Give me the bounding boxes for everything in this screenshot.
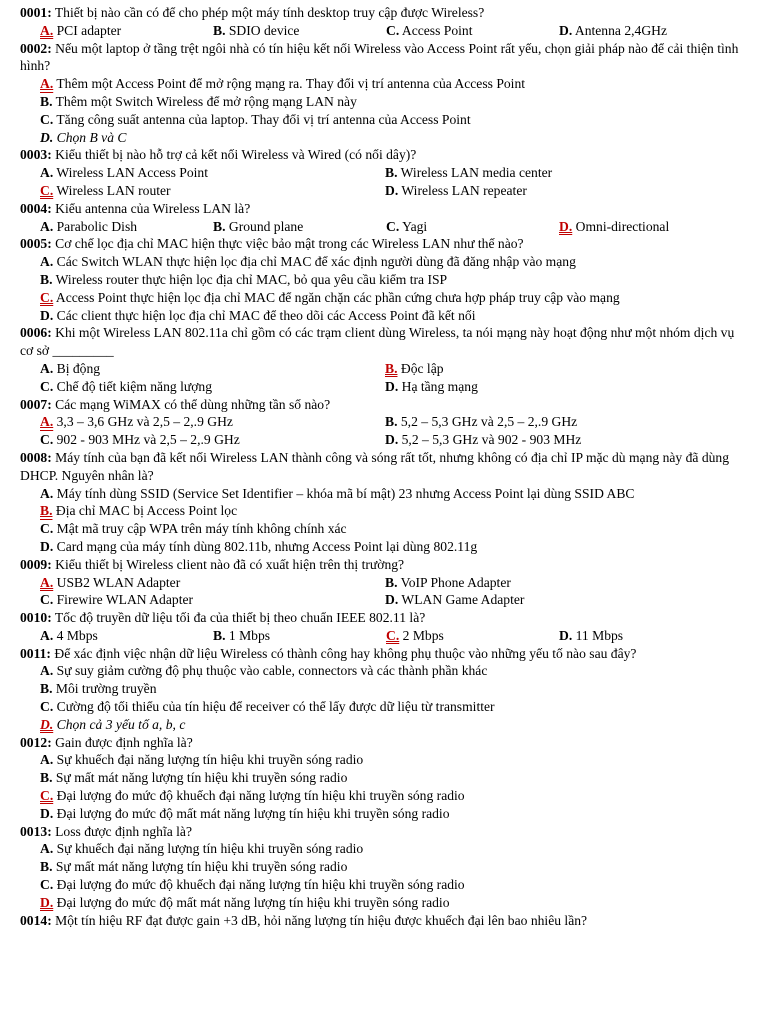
options-row bbox=[40, 894, 748, 912]
options-row bbox=[40, 502, 748, 520]
answer-text: Mật mã truy cập WPA trên máy tính không chính xác bbox=[56, 521, 347, 537]
options-row bbox=[40, 485, 748, 503]
question-number: 0012: bbox=[20, 734, 52, 750]
answer-text: Sự mất mát năng lượng tín hiệu khi truyền sóng radio bbox=[55, 859, 348, 875]
options-row bbox=[40, 716, 748, 734]
answer-letter: C. bbox=[40, 378, 54, 394]
answer-option bbox=[213, 22, 386, 40]
question-stem bbox=[20, 449, 748, 485]
answer-letter: B. bbox=[213, 218, 226, 234]
answer-letter: D. bbox=[40, 307, 54, 323]
options-row bbox=[40, 662, 748, 680]
answer-option bbox=[385, 591, 730, 609]
question bbox=[20, 823, 748, 912]
question bbox=[20, 146, 748, 199]
answer-option bbox=[40, 877, 465, 892]
answer-option bbox=[385, 164, 730, 182]
answer-letter: A. bbox=[40, 627, 54, 643]
answer-option bbox=[40, 431, 385, 449]
question-text: Thiết bị nào cần có để cho phép một máy tính desktop truy cập được Wireless? bbox=[54, 5, 485, 20]
question-number: 0009: bbox=[20, 556, 52, 572]
answer-option bbox=[385, 413, 730, 431]
answer-option bbox=[40, 486, 635, 501]
question-number: 0004: bbox=[20, 200, 52, 216]
answer-option bbox=[40, 130, 126, 145]
answer-text: Sự khuếch đại năng lượng tín hiệu khi truyền sóng radio bbox=[56, 752, 364, 768]
options-row bbox=[40, 93, 748, 111]
question-stem bbox=[20, 396, 748, 414]
answer-option bbox=[40, 841, 363, 856]
answer-text: Wireless LAN router bbox=[56, 182, 171, 198]
answer-option bbox=[40, 539, 477, 554]
answer-letter: A. bbox=[40, 165, 54, 181]
question-text: Khi một Wireless LAN 802.11a chỉ gồm có các trạm client dùng Wireless, ta nói mạng này hoạt động như một nhóm dịch vụ cơ sở _________ bbox=[20, 325, 735, 359]
options-row bbox=[40, 164, 748, 182]
answer-text: Máy tính dùng SSID (Service Set Identifier – khóa mã bí mật) 23 nhưng Access Point lại dùng SSID ABC bbox=[56, 485, 635, 501]
answer-letter: A. bbox=[40, 663, 54, 679]
question-number: 0008: bbox=[20, 449, 52, 465]
correct-answer-letter: B. bbox=[385, 360, 398, 376]
answer-options bbox=[40, 627, 748, 645]
answer-option bbox=[40, 94, 357, 109]
answer-text: WLAN Game Adapter bbox=[401, 592, 525, 608]
answer-text: 11 Mbps bbox=[575, 627, 624, 643]
answer-text: SDIO device bbox=[228, 22, 300, 38]
question-stem bbox=[20, 645, 748, 663]
answer-letter: B. bbox=[213, 22, 226, 38]
options-row bbox=[40, 182, 748, 200]
answer-options bbox=[40, 574, 748, 610]
answer-letter: B. bbox=[385, 574, 398, 590]
answer-option bbox=[40, 112, 471, 127]
answer-text: Wireless LAN media center bbox=[400, 165, 553, 181]
options-row bbox=[40, 787, 748, 805]
options-row bbox=[40, 751, 748, 769]
question-stem bbox=[20, 40, 748, 76]
question-stem bbox=[20, 235, 748, 253]
answer-text: Chọn B và C bbox=[56, 129, 127, 145]
answer-option bbox=[40, 272, 447, 287]
question-text: Tốc độ truyền dữ liệu tối đa của thiết bị theo chuẩn IEEE 802.11 là? bbox=[54, 610, 426, 626]
correct-answer-letter: C. bbox=[40, 788, 54, 804]
answer-letter: A. bbox=[40, 218, 54, 234]
correct-answer-letter: A. bbox=[40, 574, 54, 590]
answer-option bbox=[40, 788, 465, 803]
answer-letter: D. bbox=[559, 627, 573, 643]
answer-option bbox=[40, 218, 213, 236]
answer-letter: C. bbox=[40, 111, 54, 127]
answer-text: Đại lượng đo mức độ mất mát năng lượng tín hiệu khi truyền sóng radio bbox=[56, 805, 450, 821]
answer-text: Wireless LAN Access Point bbox=[56, 165, 208, 181]
question bbox=[20, 645, 748, 734]
question-text: Kiểu antenna của Wireless LAN là? bbox=[55, 200, 251, 216]
options-row bbox=[40, 805, 748, 823]
answer-text: Địa chỉ MAC bị Access Point lọc bbox=[55, 503, 238, 519]
answer-letter: A. bbox=[40, 752, 54, 768]
answer-letter: B. bbox=[385, 165, 398, 181]
options-row bbox=[40, 538, 748, 556]
question-stem bbox=[20, 4, 748, 22]
answer-text: Hạ tầng mạng bbox=[401, 378, 478, 394]
answer-option bbox=[213, 218, 386, 236]
correct-answer-letter: A. bbox=[40, 76, 54, 92]
answer-options bbox=[40, 413, 748, 449]
answer-letter: D. bbox=[40, 538, 54, 554]
answer-text: Access Point bbox=[401, 22, 473, 38]
question-text: Cơ chế lọc địa chỉ MAC hiện thực việc bảo mật trong các Wireless LAN như thế nào? bbox=[55, 236, 524, 252]
question-stem bbox=[20, 609, 748, 627]
answer-text: Chế độ tiết kiệm năng lượng bbox=[56, 378, 213, 394]
answer-options bbox=[40, 662, 748, 733]
question-number: 0005: bbox=[20, 236, 52, 252]
options-row bbox=[40, 271, 748, 289]
answer-option bbox=[40, 360, 385, 378]
options-row bbox=[40, 627, 748, 645]
answer-option bbox=[40, 76, 525, 91]
question-text: Loss được định nghĩa là? bbox=[55, 823, 192, 839]
answer-letter: B. bbox=[40, 859, 53, 875]
question bbox=[20, 449, 748, 556]
question bbox=[20, 324, 748, 395]
answer-option bbox=[40, 574, 385, 592]
answer-text: Thêm một Access Point để mở rộng mạng ra. Thay đổi vị trí antenna của Access Point bbox=[56, 76, 526, 92]
question-number: 0001: bbox=[20, 5, 52, 20]
answer-option bbox=[40, 859, 347, 874]
answer-text: Parabolic Dish bbox=[56, 218, 138, 234]
options-row bbox=[40, 413, 748, 431]
answer-option bbox=[40, 254, 576, 269]
answer-option bbox=[40, 378, 385, 396]
answer-letter: B. bbox=[40, 681, 53, 697]
options-row bbox=[40, 307, 748, 325]
question-number: 0013: bbox=[20, 823, 52, 839]
options-row bbox=[40, 591, 748, 609]
answer-text: Đại lượng đo mức độ mất mát năng lượng tín hiệu khi truyền sóng radio bbox=[56, 894, 450, 910]
answer-letter: A. bbox=[40, 485, 54, 501]
answer-letter: B. bbox=[40, 271, 53, 287]
answer-letter: C. bbox=[386, 218, 400, 234]
answer-option bbox=[385, 182, 730, 200]
options-row bbox=[40, 253, 748, 271]
answer-text: 2 Mbps bbox=[402, 627, 444, 643]
answer-options bbox=[40, 218, 748, 236]
answer-letter: D. bbox=[40, 805, 54, 821]
correct-answer-letter: D. bbox=[40, 894, 54, 910]
answer-options bbox=[40, 75, 748, 146]
answer-option bbox=[40, 717, 185, 732]
answer-text: Omni-directional bbox=[575, 218, 670, 234]
answer-option bbox=[40, 627, 213, 645]
answer-option bbox=[385, 431, 730, 449]
answer-text: PCI adapter bbox=[56, 22, 122, 38]
options-row bbox=[40, 289, 748, 307]
answer-option bbox=[386, 22, 559, 40]
correct-answer-letter: D. bbox=[559, 218, 573, 234]
answer-option bbox=[40, 895, 450, 910]
question bbox=[20, 734, 748, 823]
options-row bbox=[40, 111, 748, 129]
answer-text: Antenna 2,4GHz bbox=[574, 22, 667, 38]
question-text: Kiểu thiết bị nào hỗ trợ cả kết nối Wireless và Wired (có nối dây)? bbox=[55, 147, 417, 163]
answer-option bbox=[40, 681, 157, 696]
answer-option bbox=[559, 218, 732, 236]
question bbox=[20, 556, 748, 609]
answer-option bbox=[40, 699, 495, 714]
question-stem bbox=[20, 823, 748, 841]
question-number: 0006: bbox=[20, 325, 52, 341]
answer-options bbox=[40, 485, 748, 556]
answer-option bbox=[40, 521, 347, 536]
answer-option bbox=[40, 503, 237, 518]
answer-text: Card mạng của máy tính dùng 802.11b, nhưng Access Point lại dùng 802.11g bbox=[56, 538, 478, 554]
correct-answer-letter: C. bbox=[40, 289, 54, 305]
options-row bbox=[40, 520, 748, 538]
answer-letter: D. bbox=[385, 432, 399, 448]
answer-text: Cường độ tối thiểu của tín hiệu để receiver có thể lấy được dữ liệu từ transmitter bbox=[56, 699, 495, 715]
answer-text: Các Switch WLAN thực hiện lọc địa chỉ MAC để xác định người dùng đã đăng nhập vào mạng bbox=[56, 254, 576, 270]
answer-text: 3,3 – 3,6 GHz và 2,5 – 2,.9 GHz bbox=[56, 414, 233, 430]
answer-text: 902 - 903 MHz và 2,5 – 2,.9 GHz bbox=[56, 432, 240, 448]
question-stem bbox=[20, 734, 748, 752]
answer-text: Access Point thực hiện lọc địa chỉ MAC để ngăn chặn các phần cứng chưa hợp pháp truy cập vào mạng bbox=[55, 289, 620, 305]
question-number: 0011: bbox=[20, 645, 51, 661]
answer-letter: C. bbox=[40, 877, 54, 893]
options-row bbox=[40, 431, 748, 449]
question bbox=[20, 235, 748, 324]
answer-letter: A. bbox=[40, 841, 54, 857]
answer-text: VoIP Phone Adapter bbox=[400, 574, 511, 590]
answer-options bbox=[40, 253, 748, 324]
answer-text: Sự khuếch đại năng lượng tín hiệu khi truyền sóng radio bbox=[56, 841, 364, 857]
answer-text: Sự mất mát năng lượng tín hiệu khi truyền sóng radio bbox=[55, 770, 348, 786]
answer-text: Ground plane bbox=[228, 218, 304, 234]
question-stem bbox=[20, 912, 748, 930]
answer-option bbox=[40, 413, 385, 431]
options-row bbox=[40, 22, 748, 40]
question-number: 0007: bbox=[20, 396, 52, 412]
question bbox=[20, 912, 748, 930]
answer-letter: B. bbox=[213, 627, 226, 643]
options-row bbox=[40, 378, 748, 396]
answer-option bbox=[40, 663, 487, 678]
answer-option bbox=[385, 378, 730, 396]
answer-options bbox=[40, 164, 748, 200]
question-text: Máy tính của bạn đã kết nối Wireless LAN thành công và sóng rất tốt, nhưng không có địa chỉ IP mặc dù mạng này đã dùng DHCP. Nguyên nhân là? bbox=[20, 449, 730, 483]
answer-option bbox=[40, 591, 385, 609]
question bbox=[20, 4, 748, 40]
correct-answer-letter: D. bbox=[40, 716, 54, 732]
answer-option bbox=[213, 627, 386, 645]
answer-option bbox=[40, 308, 475, 323]
answer-option bbox=[40, 752, 363, 767]
options-row bbox=[40, 75, 748, 93]
answer-text: Sự suy giảm cường độ phụ thuộc vào cable, connectors và các thành phần khác bbox=[56, 663, 488, 679]
question-number: 0003: bbox=[20, 147, 52, 163]
answer-text: 1 Mbps bbox=[228, 627, 271, 643]
answer-options bbox=[40, 360, 748, 396]
options-row bbox=[40, 769, 748, 787]
answer-options bbox=[40, 840, 748, 911]
question-text: Kiểu thiết bị Wireless client nào đã có xuất hiện trên thị trường? bbox=[55, 556, 405, 572]
question-stem bbox=[20, 200, 748, 218]
question-stem bbox=[20, 146, 748, 164]
answer-text: 4 Mbps bbox=[56, 627, 98, 643]
question-text: Gain được định nghĩa là? bbox=[55, 734, 193, 750]
answer-text: Yagi bbox=[402, 218, 428, 234]
answer-text: Các client thực hiện lọc địa chỉ MAC để theo dõi các Access Point đã kết nối bbox=[56, 307, 476, 323]
options-row bbox=[40, 858, 748, 876]
answer-option bbox=[385, 360, 730, 378]
answer-text: Độc lập bbox=[400, 360, 444, 376]
answer-text: Tăng công suất antenna của laptop. Thay đổi vị trí antenna của Access Point bbox=[56, 111, 471, 127]
answer-option bbox=[40, 806, 450, 821]
options-row bbox=[40, 129, 748, 147]
options-row bbox=[40, 698, 748, 716]
question-number: 0014: bbox=[20, 912, 52, 928]
answer-letter: A. bbox=[40, 254, 54, 270]
answer-option bbox=[386, 627, 559, 645]
answer-option bbox=[40, 770, 347, 785]
correct-answer-letter: C. bbox=[40, 182, 54, 198]
answer-text: Đại lượng đo mức độ khuếch đại năng lượng tín hiệu khi truyền sóng radio bbox=[56, 877, 465, 893]
question-text: Để xác định việc nhận dữ liệu Wireless có thành công hay không phụ thuộc vào những yếu tố nào sau đây? bbox=[54, 645, 637, 661]
answer-text: Firewire WLAN Adapter bbox=[56, 592, 194, 608]
question-number: 0002: bbox=[20, 40, 52, 56]
answer-option bbox=[40, 22, 213, 40]
answer-letter: C. bbox=[40, 592, 54, 608]
question-number: 0010: bbox=[20, 610, 52, 626]
answer-letter: C. bbox=[40, 432, 54, 448]
answer-option bbox=[40, 290, 620, 305]
correct-answer-letter: B. bbox=[40, 503, 53, 519]
options-row bbox=[40, 218, 748, 236]
correct-answer-letter: A. bbox=[40, 414, 54, 430]
answer-letter: B. bbox=[40, 93, 53, 109]
answer-text: 5,2 – 5,3 GHz và 902 - 903 MHz bbox=[401, 432, 582, 448]
answer-letter: D. bbox=[40, 129, 54, 145]
answer-options bbox=[40, 751, 748, 822]
answer-letter: D. bbox=[559, 22, 573, 38]
correct-answer-letter: A. bbox=[40, 22, 54, 38]
answer-text: Đại lượng đo mức độ khuếch đại năng lượng tín hiệu khi truyền sóng radio bbox=[56, 788, 465, 804]
options-row bbox=[40, 680, 748, 698]
correct-answer-letter: C. bbox=[386, 627, 400, 643]
question bbox=[20, 40, 748, 147]
answer-text: Môi trường truyền bbox=[55, 681, 157, 697]
answer-text: Thêm một Switch Wireless để mở rộng mạng LAN này bbox=[55, 93, 357, 109]
answer-options bbox=[40, 22, 748, 40]
answer-option bbox=[386, 218, 559, 236]
answer-text: Chọn cả 3 yếu tố a, b, c bbox=[56, 716, 186, 732]
options-row bbox=[40, 360, 748, 378]
question-text: Nếu một laptop ở tầng trệt ngôi nhà có tín hiệu kết nối Wireless vào Access Point rất yếu, chọn giải pháp nào để cải thiện tình hình? bbox=[20, 40, 739, 74]
answer-letter: D. bbox=[385, 592, 399, 608]
answer-letter: B. bbox=[40, 770, 53, 786]
question-text: Các mạng WiMAX có thể dùng những tần số nào? bbox=[55, 396, 331, 412]
answer-text: USB2 WLAN Adapter bbox=[56, 574, 181, 590]
answer-text: Bị động bbox=[56, 360, 101, 376]
answer-option bbox=[559, 627, 732, 645]
answer-text: 5,2 – 5,3 GHz và 2,5 – 2,.9 GHz bbox=[400, 414, 578, 430]
options-row bbox=[40, 840, 748, 858]
answer-text: Wireless router thực hiện lọc địa chỉ MAC, bỏ qua yêu cầu kiểm tra ISP bbox=[55, 271, 448, 287]
answer-letter: C. bbox=[40, 699, 54, 715]
options-row bbox=[40, 574, 748, 592]
answer-text: Wireless LAN repeater bbox=[401, 182, 527, 198]
answer-option bbox=[385, 574, 730, 592]
answer-letter: C. bbox=[40, 521, 54, 537]
question bbox=[20, 200, 748, 236]
question-text: Một tín hiệu RF đạt được gain +3 dB, hỏi năng lượng tín hiệu được khuếch đại lên bao nhiêu lần? bbox=[55, 912, 588, 928]
answer-option bbox=[40, 164, 385, 182]
answer-letter: D. bbox=[385, 182, 399, 198]
question bbox=[20, 609, 748, 645]
answer-letter: D. bbox=[385, 378, 399, 394]
answer-letter: B. bbox=[385, 414, 398, 430]
question-stem bbox=[20, 324, 748, 360]
answer-letter: C. bbox=[386, 22, 400, 38]
question bbox=[20, 396, 748, 449]
question-stem bbox=[20, 556, 748, 574]
answer-option bbox=[559, 22, 732, 40]
options-row bbox=[40, 876, 748, 894]
answer-option bbox=[40, 182, 385, 200]
answer-letter: A. bbox=[40, 360, 54, 376]
